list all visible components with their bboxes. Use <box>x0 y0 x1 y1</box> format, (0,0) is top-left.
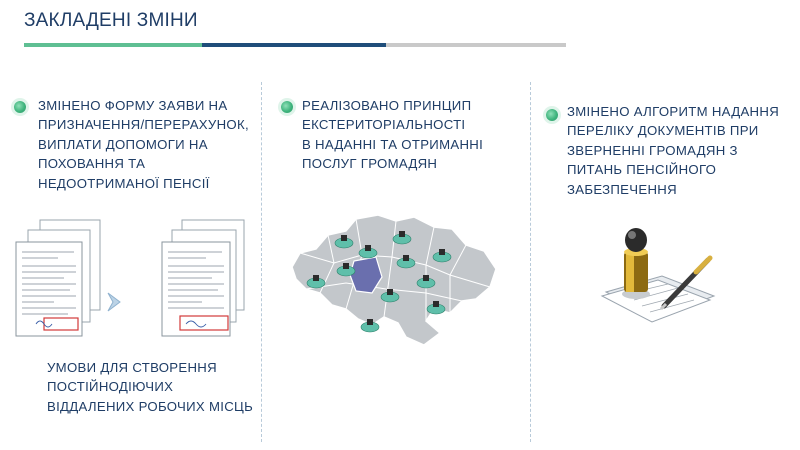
title-underline-green <box>24 43 202 47</box>
page-title: ЗАКЛАДЕНІ ЗМІНИ <box>24 10 198 31</box>
stamp-and-pen-icon <box>598 222 718 326</box>
bullet-icon <box>281 101 293 113</box>
ukraine-map-icon <box>286 205 500 353</box>
column-divider <box>530 82 531 442</box>
column-3-text: ЗМІНЕНО АЛГОРИТМ НАДАННЯ ПЕРЕЛІКУ ДОКУМЕНТІВ ПРИ ЗВЕРНЕННІ ГРОМАДЯН З ПИТАНЬ ПЕНСІЙНОГО ЗАБЕЗПЕЧЕННЯ <box>567 104 780 197</box>
documents-before-icon <box>14 218 104 340</box>
documents-after-icon <box>160 218 250 340</box>
bullet-icon <box>14 101 26 113</box>
column-2-text: РЕАЛІЗОВАНО ПРИНЦИП ЕКСТЕРИТОРІАЛЬНОСТІ В НАДАННІ ТА ОТРИМАННІ ПОСЛУГ ГРОМАДЯН <box>302 98 484 172</box>
bullet-icon <box>546 109 558 121</box>
title-underline-navy <box>202 43 386 47</box>
chevron-right-icon <box>105 291 125 313</box>
column-1-caption: УМОВИ ДЛЯ СТВОРЕННЯ ПОСТІЙНОДІЮЧИХ ВІДДАЛЕНИХ РОБОЧИХ МІСЦЬ <box>47 360 254 414</box>
title-underline-gray <box>386 43 566 47</box>
column-divider <box>261 82 262 442</box>
column-1-text: ЗМІНЕНО ФОРМУ ЗАЯВИ НА ПРИЗНАЧЕННЯ/ПЕРЕРАХУНОК, ВИПЛАТИ ДОПОМОГИ НА ПОХОВАННЯ ТА НЕДООТРИМАНОЇ ПЕНСІЇ <box>38 98 249 191</box>
